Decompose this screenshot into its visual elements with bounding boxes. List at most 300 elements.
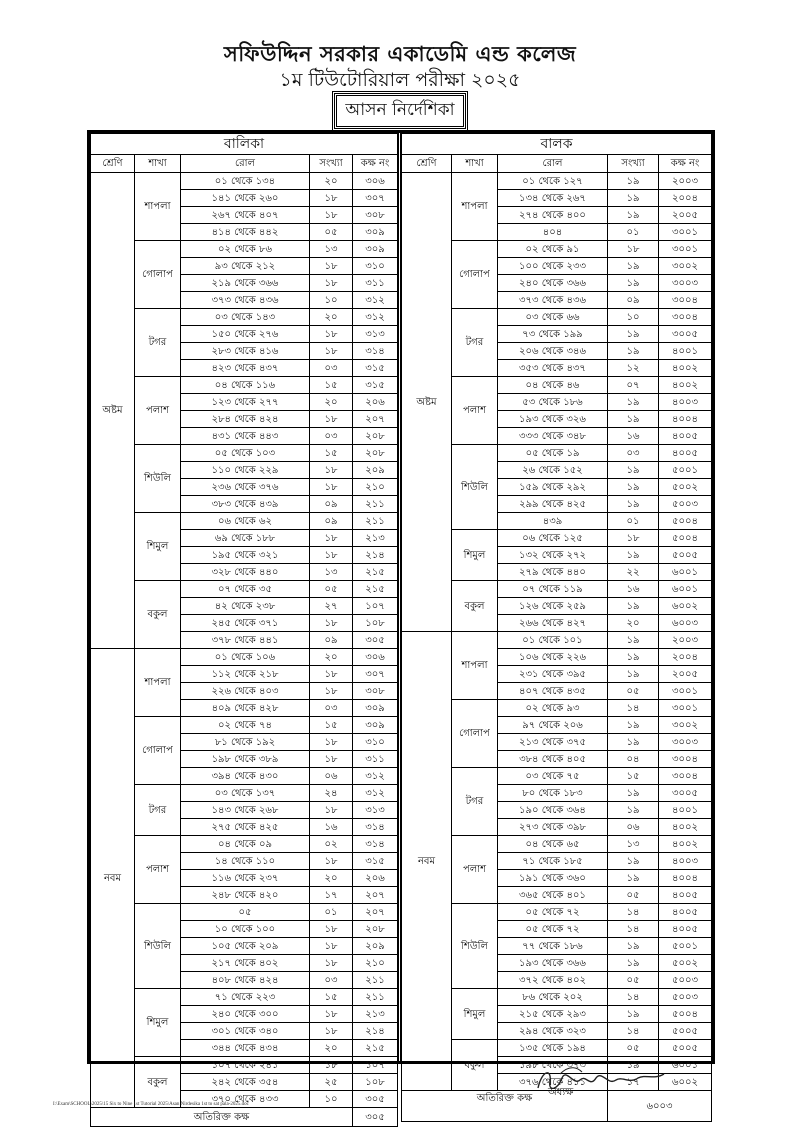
roll-cell: ৩৭২ থেকে ৪০২ <box>498 972 608 989</box>
room-cell: ৪০০৫ <box>659 921 712 938</box>
section-cell: বকুল <box>452 1040 498 1091</box>
count-cell: ০৩ <box>310 972 353 989</box>
room-cell: ৬০০১ <box>659 564 712 581</box>
room-cell: ৪০০১ <box>659 343 712 360</box>
room-cell: ৫০০২ <box>659 955 712 972</box>
roll-cell: ০৪ থেকে ৬৫ <box>498 836 608 853</box>
roll-cell: ১১০ থেকে ২২৯ <box>181 462 310 479</box>
count-cell: ১৮ <box>310 1006 353 1023</box>
count-cell: ১২ <box>608 360 659 377</box>
room-cell: ৪০০৫ <box>659 904 712 921</box>
room-cell: ৫০০১ <box>659 462 712 479</box>
section-cell: শিউলি <box>452 904 498 989</box>
room-cell: ২০০৩ <box>659 632 712 649</box>
room-cell: ৩০০৩ <box>659 275 712 292</box>
boys-extra-room-label: অতিরিক্ত কক্ষ <box>402 1091 608 1122</box>
room-cell: ৩১৪ <box>353 836 398 853</box>
roll-cell: ৪৩১ থেকে ৪৪৩ <box>181 428 310 445</box>
count-cell: ২৫ <box>310 1074 353 1091</box>
room-cell: ৫০০৫ <box>659 1023 712 1040</box>
table-row <box>402 173 712 190</box>
roll-cell: ০৫ <box>181 904 310 921</box>
roll-cell: ৪৩৯ <box>498 513 608 530</box>
count-cell: ১৮ <box>310 683 353 700</box>
roll-cell: ১০৭ থেকে ২৪১ <box>181 1057 310 1074</box>
section-cell: বকুল <box>135 1057 181 1108</box>
roll-cell: ০৩ থেকে ১৩৭ <box>181 785 310 802</box>
section-cell: শিমুল <box>452 989 498 1040</box>
roll-cell: ২১৯ থেকে ৩৬৬ <box>181 275 310 292</box>
roll-cell: ০৭ থেকে ৩৫ <box>181 581 310 598</box>
count-cell: ১৮ <box>310 479 353 496</box>
room-cell: ৫০০৩ <box>659 989 712 1006</box>
room-cell: ৫০০৪ <box>659 513 712 530</box>
roll-cell: ০৩ থেকে ৬৬ <box>498 309 608 326</box>
room-cell: ৩১২ <box>353 309 398 326</box>
section-cell: পলাশ <box>452 836 498 904</box>
roll-cell: ২৪০ থেকে ৩৬৬ <box>498 275 608 292</box>
boys-extra-room: ৬০০৩ <box>608 1091 712 1122</box>
room-cell: ৩১৫ <box>353 377 398 394</box>
roll-cell: ৩৭৮ থেকে ৪৪১ <box>181 632 310 649</box>
table-row <box>91 836 398 853</box>
count-cell: ১৯ <box>608 207 659 224</box>
room-cell: ৪০০২ <box>659 819 712 836</box>
roll-cell: ৪২৩ থেকে ৪৩৭ <box>181 360 310 377</box>
count-cell: ১৯ <box>608 785 659 802</box>
room-cell: ৪০০৫ <box>659 428 712 445</box>
count-cell: ০৯ <box>608 292 659 309</box>
room-cell: ২১৩ <box>353 530 398 547</box>
section-cell: শিউলি <box>135 445 181 513</box>
room-cell: ২০৭ <box>353 887 398 904</box>
girls-heading: বালিকা <box>91 134 398 155</box>
count-cell: ০৫ <box>608 972 659 989</box>
exam-title: ১ম টিউটোরিয়াল পরীক্ষা ২০২৫ <box>279 69 521 91</box>
count-cell: ১৫ <box>608 768 659 785</box>
count-cell: ১৮ <box>310 343 353 360</box>
roll-cell: ০১ থেকে ১২৭ <box>498 173 608 190</box>
class-cell: নবম <box>91 649 135 1108</box>
room-cell: ২১৫ <box>353 581 398 598</box>
room-cell: ২১৫ <box>353 1040 398 1057</box>
count-cell: ১৮ <box>310 411 353 428</box>
room-cell: ২০৮ <box>353 921 398 938</box>
count-cell: ১৯ <box>608 496 659 513</box>
count-cell: ২০ <box>608 615 659 632</box>
roll-cell: ১০৬ থেকে ২২৬ <box>498 649 608 666</box>
room-cell: ৩১২ <box>353 768 398 785</box>
roll-cell: ৩৫৩ থেকে ৪৩৭ <box>498 360 608 377</box>
section-cell: টগর <box>135 785 181 836</box>
roll-cell: ১০০ থেকে ২৩৩ <box>498 258 608 275</box>
count-cell: ১৯ <box>608 938 659 955</box>
roll-cell: ২৪৫ থেকে ৩৭১ <box>181 615 310 632</box>
count-cell: ১৯ <box>608 411 659 428</box>
col-class: শ্রেণি <box>402 155 452 173</box>
roll-cell: ৩৮৩ থেকে ৪৩৯ <box>181 496 310 513</box>
count-cell: ১৯ <box>608 394 659 411</box>
room-cell: ৫০০৫ <box>659 1040 712 1057</box>
count-cell: ১৯ <box>608 190 659 207</box>
section-cell: টগর <box>452 309 498 377</box>
room-cell: ৪০০২ <box>659 377 712 394</box>
roll-cell: ৭১ থেকে ১৮৫ <box>498 853 608 870</box>
room-cell: ২০০৫ <box>659 207 712 224</box>
roll-cell: ১৯৮ থেকে ৩৭৩ <box>498 1057 608 1074</box>
room-cell: ২০৯ <box>353 462 398 479</box>
count-cell: ১৮ <box>310 955 353 972</box>
roll-cell: ৩৩৩ থেকে ৩৪৮ <box>498 428 608 445</box>
roll-cell: ১০৫ থেকে ২০৯ <box>181 938 310 955</box>
room-cell: ২০০৪ <box>659 190 712 207</box>
room-cell: ৪০০৪ <box>659 411 712 428</box>
roll-cell: ৮৬ থেকে ২০২ <box>498 989 608 1006</box>
room-cell: ১০৮ <box>353 615 398 632</box>
count-cell: ১৯ <box>608 666 659 683</box>
room-cell: ৫০০৪ <box>659 530 712 547</box>
room-cell: ৩১৪ <box>353 343 398 360</box>
section-cell: শিউলি <box>135 904 181 989</box>
count-cell: ০৫ <box>608 1040 659 1057</box>
roll-cell: ০৪ থেকে ১১৬ <box>181 377 310 394</box>
count-cell: ০১ <box>608 224 659 241</box>
roll-cell: ২৬ থেকে ১৫২ <box>498 462 608 479</box>
col-roll: রোল <box>181 155 310 173</box>
room-cell: ২০৯ <box>353 938 398 955</box>
col-section: শাখা <box>135 155 181 173</box>
count-cell: ২৪ <box>310 785 353 802</box>
section-cell: বকুল <box>452 581 498 632</box>
room-cell: ২০৬ <box>353 394 398 411</box>
col-class: শ্রেণি <box>91 155 135 173</box>
count-cell: ০৬ <box>608 819 659 836</box>
room-cell: ১০৮ <box>353 1074 398 1091</box>
roll-cell: ২৩১ থেকে ৩৯৫ <box>498 666 608 683</box>
room-cell: ৪০০৫ <box>659 445 712 462</box>
count-cell: ১৮ <box>310 615 353 632</box>
room-cell: ২০৭ <box>353 904 398 921</box>
girls-extra-room-label: অতিরিক্ত কক্ষ <box>91 1108 353 1127</box>
room-cell: ৩০৬ <box>353 649 398 666</box>
count-cell: ১৮ <box>310 853 353 870</box>
roll-cell: ০৪ থেকে ০৯ <box>181 836 310 853</box>
count-cell: ২০ <box>310 309 353 326</box>
roll-cell: ১৫০ থেকে ২৭৬ <box>181 326 310 343</box>
roll-cell: ০৫ থেকে ৭২ <box>498 904 608 921</box>
table-row <box>91 989 398 1006</box>
count-cell: ০৫ <box>608 887 659 904</box>
roll-cell: ২১৩ থেকে ৩৭৫ <box>498 734 608 751</box>
roll-cell: ৩৭৩ থেকে ৪৩৬ <box>498 292 608 309</box>
room-cell: ৪০০১ <box>659 802 712 819</box>
room-cell: ৩০০৫ <box>659 785 712 802</box>
col-count: সংখ্যা <box>310 155 353 173</box>
room-cell: ২১১ <box>353 496 398 513</box>
class-cell: অষ্টম <box>402 173 452 632</box>
count-cell: ১৯ <box>608 1006 659 1023</box>
room-cell: ১০৭ <box>353 1057 398 1074</box>
section-cell: পলাশ <box>135 836 181 904</box>
room-cell: ২১০ <box>353 479 398 496</box>
roll-cell: ০৭ থেকে ১১৯ <box>498 581 608 598</box>
roll-cell: ৪০৯ থেকে ৪২৮ <box>181 700 310 717</box>
room-cell: ৫০০৩ <box>659 496 712 513</box>
section-cell: শাপলা <box>135 173 181 241</box>
room-cell: ৫০০৫ <box>659 547 712 564</box>
room-cell: ৩০০৪ <box>659 751 712 768</box>
room-cell: ২০০৩ <box>659 173 712 190</box>
room-cell: ২১৪ <box>353 1023 398 1040</box>
table-row <box>91 785 398 802</box>
count-cell: ১৮ <box>310 275 353 292</box>
roll-cell: ১৩২ থেকে ২৭২ <box>498 547 608 564</box>
section-cell: টগর <box>452 768 498 836</box>
room-cell: ৬০০১ <box>659 1057 712 1074</box>
count-cell: ১৮ <box>310 751 353 768</box>
roll-cell: ৪০৪ <box>498 224 608 241</box>
count-cell: ১৮ <box>310 190 353 207</box>
table-row <box>91 173 398 190</box>
count-cell: ২৭ <box>310 598 353 615</box>
roll-cell: ০২ থেকে ৭৪ <box>181 717 310 734</box>
roll-cell: ১৯৩ থেকে ৩২৬ <box>498 411 608 428</box>
table-row <box>402 632 712 649</box>
roll-cell: ১৯১ থেকে ৩৬০ <box>498 870 608 887</box>
section-cell: বকুল <box>135 581 181 649</box>
roll-cell: ১০ থেকে ১০০ <box>181 921 310 938</box>
room-cell: ৩১০ <box>353 734 398 751</box>
room-cell: ৩০৫ <box>353 1091 398 1108</box>
roll-cell: ২৪০ থেকে ৩০০ <box>181 1006 310 1023</box>
roll-cell: ২৪৮ থেকে ৪২০ <box>181 887 310 904</box>
roll-cell: ৩৯৪ থেকে ৪৩০ <box>181 768 310 785</box>
roll-cell: ২৮৪ থেকে ৪২৪ <box>181 411 310 428</box>
count-cell: ২০ <box>310 173 353 190</box>
room-cell: ২০৬ <box>353 870 398 887</box>
count-cell: ১৪ <box>608 921 659 938</box>
roll-cell: ২২৬ থেকে ৪০৩ <box>181 683 310 700</box>
count-cell: ০৫ <box>310 581 353 598</box>
roll-cell: ৪১৪ থেকে ৪৪২ <box>181 224 310 241</box>
roll-cell: ০২ থেকে ৮৬ <box>181 241 310 258</box>
count-cell: ১৫ <box>310 377 353 394</box>
boys-heading: বালক <box>402 134 712 155</box>
count-cell: ১৫ <box>310 989 353 1006</box>
roll-cell: ০১ থেকে ১৩৪ <box>181 173 310 190</box>
count-cell: ১৮ <box>310 547 353 564</box>
roll-cell: ৩৭০ থেকে ৪৩৩ <box>181 1091 310 1108</box>
roll-cell: ০১ থেকে ১০৬ <box>181 649 310 666</box>
count-cell: ১৯ <box>608 955 659 972</box>
room-cell: ৩০০১ <box>659 241 712 258</box>
section-cell: পলাশ <box>135 377 181 445</box>
document-title: আসন নির্দেশিকা <box>334 93 465 129</box>
section-cell: শাপলা <box>452 173 498 241</box>
count-cell: ২০ <box>310 394 353 411</box>
roll-cell: ২৭৩ থেকে ৩৯৮ <box>498 819 608 836</box>
class-cell: অষ্টম <box>91 173 135 649</box>
roll-cell: ২৬৭ থেকে ৪০৭ <box>181 207 310 224</box>
col-section: শাখা <box>452 155 498 173</box>
room-cell: ৬০০২ <box>659 598 712 615</box>
room-cell: ৩০৭ <box>353 190 398 207</box>
roll-cell: ২৮৩ থেকে ৪১৬ <box>181 343 310 360</box>
section-cell: শিমুল <box>135 989 181 1057</box>
section-cell: শিউলি <box>452 445 498 530</box>
roll-cell: ৮১ থেকে ১৯২ <box>181 734 310 751</box>
roll-cell: ২৬৬ থেকে ৪২৭ <box>498 615 608 632</box>
room-cell: ৩০৯ <box>353 224 398 241</box>
roll-cell: ০৬ থেকে ৬২ <box>181 513 310 530</box>
count-cell: ২০ <box>310 1040 353 1057</box>
count-cell: ১৮ <box>608 530 659 547</box>
room-cell: ২১৩ <box>353 1006 398 1023</box>
class-cell: নবম <box>402 632 452 1091</box>
table-row <box>91 717 398 734</box>
room-cell: ৪০০৫ <box>659 887 712 904</box>
roll-cell: ০২ থেকে ৯১ <box>498 241 608 258</box>
count-cell: ১৬ <box>608 581 659 598</box>
roll-cell: ৩৬৫ থেকে ৪০১ <box>498 887 608 904</box>
count-cell: ১৯ <box>608 853 659 870</box>
room-cell: ৩০৯ <box>353 241 398 258</box>
girls-table <box>90 133 398 1127</box>
count-cell: ১৮ <box>310 921 353 938</box>
roll-cell: ০৬ থেকে ১২৫ <box>498 530 608 547</box>
room-cell: ৫০০২ <box>659 479 712 496</box>
room-cell: ২১০ <box>353 955 398 972</box>
count-cell: ০৫ <box>608 683 659 700</box>
count-cell: ১৪ <box>608 1023 659 1040</box>
table-row <box>91 581 398 598</box>
roll-cell: ০৫ থেকে ৭২ <box>498 921 608 938</box>
room-cell: ৪০০৪ <box>659 870 712 887</box>
count-cell: ১৯ <box>608 479 659 496</box>
count-cell: ১৩ <box>310 241 353 258</box>
roll-cell: ৭১ থেকে ২২৩ <box>181 989 310 1006</box>
room-cell: ৬০০১ <box>659 581 712 598</box>
girls-extra-room: ৩০৫ <box>353 1108 398 1127</box>
count-cell: ০১ <box>608 513 659 530</box>
col-count: সংখ্যা <box>608 155 659 173</box>
section-cell: গোলাপ <box>135 241 181 309</box>
count-cell: ১৬ <box>608 428 659 445</box>
institution-name: সফিউদ্দিন সরকার একাডেমি এন্ড কলেজ <box>223 42 577 66</box>
count-cell: ১৭ <box>608 1074 659 1091</box>
count-cell: ১৮ <box>310 258 353 275</box>
room-cell: ২১১ <box>353 972 398 989</box>
count-cell: ১৯ <box>608 717 659 734</box>
boys-table <box>401 133 712 1122</box>
section-cell: গোলাপ <box>135 717 181 785</box>
roll-cell: ২৩৬ থেকে ৩৭৬ <box>181 479 310 496</box>
count-cell: ০৭ <box>608 377 659 394</box>
roll-cell: ২৭৫ থেকে ৪২৫ <box>181 819 310 836</box>
count-cell: ০১ <box>310 904 353 921</box>
room-cell: ২১৫ <box>353 564 398 581</box>
room-cell: ৩০৯ <box>353 700 398 717</box>
count-cell: ১৫ <box>310 445 353 462</box>
count-cell: ১৮ <box>608 241 659 258</box>
count-cell: ১৪ <box>608 700 659 717</box>
room-cell: ৩১১ <box>353 275 398 292</box>
count-cell: ০২ <box>310 836 353 853</box>
room-cell: ৩০০৩ <box>659 734 712 751</box>
room-cell: ৩১৩ <box>353 802 398 819</box>
room-cell: ৩১০ <box>353 258 398 275</box>
section-cell: শাপলা <box>135 649 181 717</box>
count-cell: ১৮ <box>310 802 353 819</box>
roll-cell: ৩৪৪ থেকে ৪৩৪ <box>181 1040 310 1057</box>
room-cell: ৩১৩ <box>353 326 398 343</box>
room-cell: ২০৭ <box>353 411 398 428</box>
section-cell: শিমুল <box>135 513 181 581</box>
room-cell: ৩১৫ <box>353 853 398 870</box>
roll-cell: ৪০৮ থেকে ৪২৪ <box>181 972 310 989</box>
room-cell: ৩০০১ <box>659 700 712 717</box>
roll-cell: ২৭৯ থেকে ৪৪০ <box>498 564 608 581</box>
count-cell: ১৮ <box>310 1057 353 1074</box>
roll-cell: ১২৬ থেকে ২৫৯ <box>498 598 608 615</box>
roll-cell: ১১৬ থেকে ২৩৭ <box>181 870 310 887</box>
count-cell: ১৯ <box>608 870 659 887</box>
roll-cell: ১৯৮ থেকে ৩৮৯ <box>181 751 310 768</box>
room-cell: ৩০৯ <box>353 717 398 734</box>
count-cell: ১৮ <box>310 326 353 343</box>
roll-cell: ২১৫ থেকে ২৯৩ <box>498 1006 608 1023</box>
room-cell: ৩১৪ <box>353 819 398 836</box>
room-cell: ৩১২ <box>353 292 398 309</box>
room-cell: ৬০০৩ <box>659 615 712 632</box>
count-cell: ২০ <box>310 649 353 666</box>
count-cell: ১৯ <box>608 326 659 343</box>
count-cell: ১৯ <box>608 173 659 190</box>
roll-cell: ০৩ থেকে ১৪৩ <box>181 309 310 326</box>
col-roll: রোল <box>498 155 608 173</box>
roll-cell: ৬৯ থেকে ১৮৮ <box>181 530 310 547</box>
roll-cell: ১৩৫ থেকে ১৯৪ <box>498 1040 608 1057</box>
count-cell: ১৯ <box>608 598 659 615</box>
room-cell: ৩০০১ <box>659 683 712 700</box>
count-cell: ০৯ <box>310 632 353 649</box>
room-cell: ২০০৪ <box>659 649 712 666</box>
count-cell: ১৯ <box>608 258 659 275</box>
room-cell: ৩০০১ <box>659 224 712 241</box>
table-row <box>91 309 398 326</box>
table-row <box>91 1057 398 1074</box>
section-cell: শিমুল <box>452 530 498 581</box>
count-cell: ১৪ <box>608 989 659 1006</box>
section-cell: গোলাপ <box>452 700 498 768</box>
count-cell: ১৯ <box>608 802 659 819</box>
room-cell: ৩০৫ <box>353 632 398 649</box>
count-cell: ১৭ <box>310 887 353 904</box>
roll-cell: ২৪২ থেকে ৩৫৪ <box>181 1074 310 1091</box>
roll-cell: ৩০১ থেকে ৩৪০ <box>181 1023 310 1040</box>
count-cell: ১০ <box>310 1091 353 1108</box>
room-cell: ২১১ <box>353 513 398 530</box>
roll-cell: ১৪১ থেকে ২৬০ <box>181 190 310 207</box>
section-cell: শাপলা <box>452 632 498 700</box>
count-cell: ১৯ <box>608 1057 659 1074</box>
room-cell: ৩০০৪ <box>659 292 712 309</box>
count-cell: ১৩ <box>608 836 659 853</box>
roll-cell: ২০৬ থেকে ৩৪৬ <box>498 343 608 360</box>
count-cell: ০৪ <box>608 751 659 768</box>
count-cell: ১৮ <box>310 530 353 547</box>
roll-cell: ৯৩ থেকে ২১২ <box>181 258 310 275</box>
